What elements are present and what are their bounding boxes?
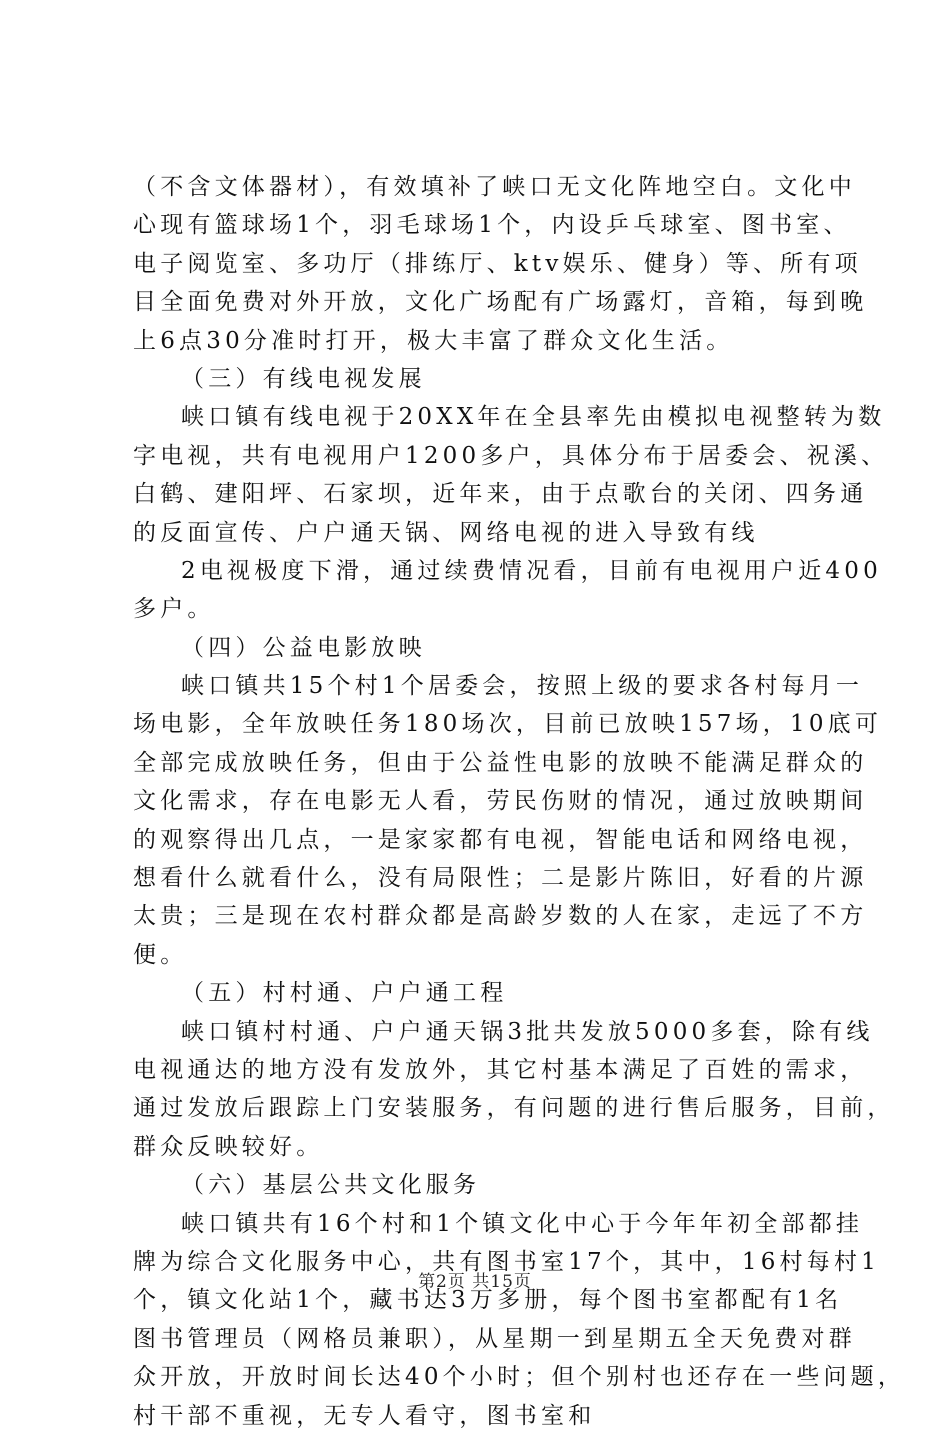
text-line: 村干部不重视，无专人看守，图书室和 bbox=[133, 1402, 596, 1429]
text-line: 个，镇文化站1个，藏书达3万多册，每个图书室都配有1名 bbox=[133, 1287, 843, 1314]
page-number-label: 第2页 共15页 bbox=[418, 1272, 532, 1292]
text-line: 白鹤、建阳坪、石家坝，近年来，由于点歌台的关闭、四务通 bbox=[133, 481, 868, 508]
text-line: 场电影，全年放映任务180场次，目前已放映157场，10底可 bbox=[133, 711, 883, 738]
text-line: 全部完成放映任务，但由于公益性电影的放映不能满足群众的 bbox=[133, 749, 868, 776]
document-body bbox=[133, 168, 906, 1435]
text-line: 心现有篮球场1个，羽毛球场1个，内设乒乓球室、图书室、 bbox=[133, 212, 851, 239]
text-line: 通过发放后跟踪上门安装服务，有问题的进行售后服务，目前， bbox=[133, 1095, 895, 1122]
section-heading: （三）有线电视发展 bbox=[181, 365, 426, 392]
text-line: 的观察得出几点，一是家家都有电视，智能电话和网络电视， bbox=[133, 826, 868, 853]
text-line: 群众反映较好。 bbox=[133, 1133, 324, 1160]
text-line: 电子阅览室、多功厅（排练厅、ktv娱乐、健身）等、所有项 bbox=[133, 250, 862, 277]
paragraph-start: 2电视极度下滑，通过续费情况看，目前有电视用户近400 bbox=[181, 557, 882, 584]
text-line: 上6点30分准时打开，极大丰富了群众文化生活。 bbox=[133, 327, 734, 354]
text-line: 多户。 bbox=[133, 596, 215, 623]
text-line: 字电视，共有电视用户1200多户，具体分布于居委会、祝溪、 bbox=[133, 442, 889, 469]
section-heading: （六）基层公共文化服务 bbox=[181, 1172, 481, 1199]
paragraph-start: 峡口镇村村通、户户通天锅3批共发放5000多套，除有线 bbox=[181, 1018, 874, 1045]
text-line: 牌为综合文化服务中心，共有图书室17个，其中，16村每村1 bbox=[133, 1248, 880, 1275]
text-line: 太贵；三是现在农村群众都是高龄岁数的人在家，走远了不方 bbox=[133, 903, 868, 930]
section-heading: （四）公益电影放映 bbox=[181, 634, 426, 661]
paragraph-start: 峡口镇共15个村1个居委会，按照上级的要求各村每月一 bbox=[181, 673, 864, 700]
text-line: 便。 bbox=[133, 941, 188, 968]
text-line: 图书管理员（网格员兼职），从星期一到星期五全天免费对群 bbox=[133, 1325, 856, 1352]
text-line: （不含文体器材），有效填补了峡口无文化阵地空白。文化中 bbox=[133, 174, 856, 200]
paragraph-start: 峡口镇共有16个村和1个镇文化中心于今年年初全部都挂 bbox=[181, 1210, 864, 1237]
section-heading: （五）村村通、户户通工程 bbox=[181, 980, 508, 1007]
paragraph-start: 峡口镇有线电视于20XX年在全县率先由模拟电视整转为数 bbox=[181, 404, 886, 431]
text-line: 的反面宣传、户户通天锅、网络电视的进入导致有线 bbox=[133, 519, 759, 546]
text-line: 想看什么就看什么，没有局限性；二是影片陈旧，好看的片源 bbox=[133, 865, 868, 892]
text-line: 众开放，开放时间长达40个小时；但个别村也还存在一些问题， bbox=[133, 1364, 906, 1391]
text-line: 文化需求，存在电影无人看，劳民伤财的情况，通过放映期间 bbox=[133, 788, 868, 815]
text-line: 电视通达的地方没有发放外，其它村基本满足了百姓的需求， bbox=[133, 1056, 868, 1083]
text-line: 目全面免费对外开放，文化广场配有广场露灯，音箱，每到晚 bbox=[133, 289, 868, 316]
page-footer bbox=[0, 1267, 950, 1292]
